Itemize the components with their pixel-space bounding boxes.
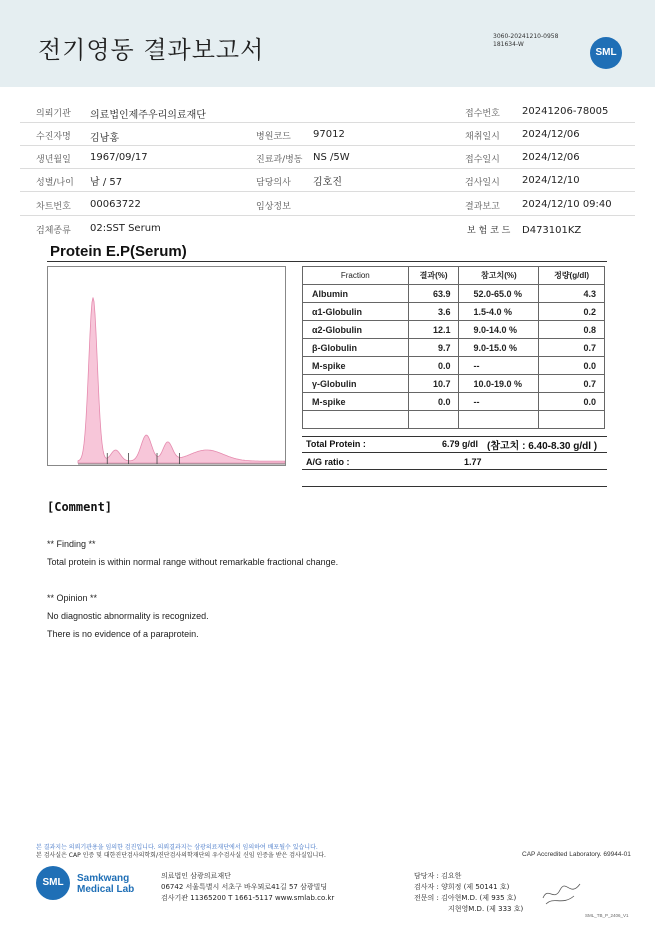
collect-date-label: 채취일시	[465, 132, 500, 142]
fraction-name: M-spike	[303, 357, 409, 375]
fraction-name: M-spike	[303, 393, 409, 411]
section-divider	[47, 261, 607, 262]
fraction-row	[303, 411, 605, 429]
dob-label: 생년월일	[36, 155, 71, 165]
fraction-table	[302, 266, 605, 429]
fraction-reference: 9.0-15.0 %	[459, 339, 539, 357]
specimen-label: 검체종류	[36, 226, 71, 236]
fraction-quantity: 0.0	[539, 357, 605, 375]
fraction-table-header	[303, 267, 605, 285]
sml-logo: SML	[590, 37, 622, 69]
info-row-1	[20, 101, 635, 123]
report-code-line2: 181634-W	[493, 41, 524, 48]
report-title: 전기영동 결과보고서	[38, 36, 265, 64]
col-quantity: 정량(g/dl)	[539, 267, 605, 285]
fraction-reference: 1.5-4.0 %	[459, 303, 539, 321]
col-fraction: Fraction	[303, 267, 409, 285]
fraction-quantity: 0.7	[539, 339, 605, 357]
fraction-row	[303, 375, 605, 393]
info-row-3	[20, 147, 635, 169]
fraction-name	[303, 411, 409, 429]
fraction-row	[303, 303, 605, 321]
electrophoresis-curve	[78, 298, 285, 464]
sex-age-label: 성별/나이	[36, 178, 74, 188]
report-code	[493, 33, 558, 49]
info-row-2	[20, 124, 635, 146]
fraction-result: 12.1	[408, 321, 459, 339]
fraction-reference: 9.0-14.0 %	[459, 321, 539, 339]
footer-logo-name-2: Medical Lab	[77, 884, 135, 895]
institution-label: 의뢰기관	[36, 109, 71, 119]
fraction-quantity: 0.8	[539, 321, 605, 339]
total-protein-reference: (참고치 : 6.40-8.30 g/dl )	[487, 441, 598, 452]
fraction-reference	[459, 411, 539, 429]
electrophoresis-graph	[47, 266, 286, 466]
doctor-label: 담당의사	[256, 178, 291, 188]
fraction-row	[303, 321, 605, 339]
fraction-result: 63.9	[408, 285, 459, 303]
receipt-no-value: 20241206-78005	[522, 106, 609, 117]
footer-address-3: 검사기관 11365200 T 1661-5117 www.smlab.co.kr	[161, 894, 335, 902]
form-code: SML_TB_P_2406_V1	[585, 913, 629, 918]
clinical-label: 임상정보	[256, 202, 291, 212]
fraction-result: 0.0	[408, 357, 459, 375]
institution-value: 의료법인제주우리의료재단	[90, 110, 206, 121]
ag-ratio-value: 1.77	[464, 457, 482, 467]
fraction-name: α1-Globulin	[303, 303, 409, 321]
insurance-value: D473101KZ	[522, 225, 582, 236]
footer-logo-name-1: Samkwang	[77, 873, 130, 884]
report-time-value: 2024/12/10 09:40	[522, 199, 612, 210]
chart-no-label: 차트번호	[36, 202, 71, 212]
signature-image	[540, 878, 585, 908]
opinion-heading: ** Opinion **	[47, 593, 98, 603]
fraction-name: β-Globulin	[303, 339, 409, 357]
totals-end-line	[302, 486, 607, 487]
fraction-quantity: 0.0	[539, 393, 605, 411]
totals-mid-line	[302, 452, 607, 453]
patient-label: 수진자명	[36, 132, 71, 142]
staff-specialist-2: 지현영M.D. (제 333 호)	[448, 905, 524, 913]
footer-address-2: 06742 서울특별시 서초구 바우뫼로41길 57 삼광빌딩	[161, 883, 328, 891]
fraction-reference: 10.0-19.0 %	[459, 375, 539, 393]
staff-contact: 담당자 : 김요한	[414, 872, 462, 880]
receipt-no-label: 접수번호	[465, 109, 500, 119]
collect-date-value: 2024/12/06	[522, 129, 580, 140]
doctor-value: 김호진	[313, 177, 342, 188]
sex-age-value: 남 / 57	[90, 177, 123, 188]
patient-value: 김남홍	[90, 133, 119, 144]
fraction-result: 9.7	[408, 339, 459, 357]
receive-date-value: 2024/12/06	[522, 152, 580, 163]
fraction-reference: 52.0-65.0 %	[459, 285, 539, 303]
opinion-line-2: There is no evidence of a paraprotein.	[47, 629, 199, 639]
info-row-6	[20, 218, 635, 240]
electrophoresis-svg	[48, 267, 285, 465]
fraction-name: γ-Globulin	[303, 375, 409, 393]
insurance-label: 보 험 코 드	[467, 226, 511, 236]
section-title: Protein E.P(Serum)	[50, 243, 187, 260]
opinion-line-1: No diagnostic abnormality is recognized.	[47, 611, 209, 621]
report-code-line1: 3060-20241210-0958	[493, 33, 559, 40]
fraction-result: 0.0	[408, 393, 459, 411]
fraction-result	[408, 411, 459, 429]
fraction-name: α2-Globulin	[303, 321, 409, 339]
fraction-result: 3.6	[408, 303, 459, 321]
col-result: 결과(%)	[408, 267, 459, 285]
receive-date-label: 접수일시	[465, 155, 500, 165]
fraction-row	[303, 357, 605, 375]
total-protein-label: Total Protein :	[306, 439, 366, 449]
fraction-quantity	[539, 411, 605, 429]
totals-bottom-line	[302, 469, 607, 470]
info-row-4	[20, 170, 635, 192]
fraction-row	[303, 393, 605, 411]
total-protein-value: 6.79 g/dl	[442, 439, 479, 449]
info-row-5	[20, 194, 635, 216]
footer-address-1: 의료법인 삼광의료재단	[161, 872, 231, 880]
cap-accreditation: CAP Accredited Laboratory. 69944-01	[522, 851, 631, 858]
fraction-reference: --	[459, 357, 539, 375]
footer-notice-2: 본 검사실은 CAP 인증 및 대한진단검사의학회/진단검사의학재단의 우수검사실 신임 인증을 받은 검사실입니다.	[36, 852, 326, 859]
comment-title: [Comment]	[47, 500, 113, 514]
report-header	[0, 0, 655, 87]
fraction-row	[303, 285, 605, 303]
ward-code-value: 97012	[313, 129, 345, 140]
col-reference: 참고치(%)	[459, 267, 539, 285]
finding-text: Total protein is within normal range without remarkable fractional change.	[47, 557, 339, 567]
fraction-name: Albumin	[303, 285, 409, 303]
staff-tester: 검사자 : 양희정 (제 50141 호)	[414, 883, 510, 891]
footer-logo-name	[77, 873, 134, 895]
test-date-label: 검사일시	[465, 178, 500, 188]
test-date-value: 2024/12/10	[522, 175, 580, 186]
fraction-reference: --	[459, 393, 539, 411]
fraction-result: 10.7	[408, 375, 459, 393]
report-time-label: 결과보고	[465, 202, 500, 212]
staff-specialist-1: 전문의 : 김아현M.D. (제 935 호)	[414, 894, 517, 902]
dob-value: 1967/09/17	[90, 152, 148, 163]
dept-label: 진료과/병동	[256, 155, 303, 165]
footer-sml-logo: SML	[36, 866, 70, 900]
finding-heading: ** Finding **	[47, 539, 96, 549]
chart-no-value: 00063722	[90, 199, 141, 210]
dept-value: NS /5W	[313, 152, 350, 163]
fraction-quantity: 0.7	[539, 375, 605, 393]
fraction-row	[303, 339, 605, 357]
specimen-value: 02:SST Serum	[90, 223, 161, 234]
fraction-quantity: 0.2	[539, 303, 605, 321]
ward-code-label: 병원코드	[256, 132, 291, 142]
ag-ratio-label: A/G ratio :	[306, 457, 350, 467]
fraction-quantity: 4.3	[539, 285, 605, 303]
footer-notice-1: 본 결과지는 의뢰기관용을 임의한 검진입니다. 의뢰결과지는 삼광의료재단에서 임의하여 배포될수 있습니다.	[36, 844, 318, 851]
